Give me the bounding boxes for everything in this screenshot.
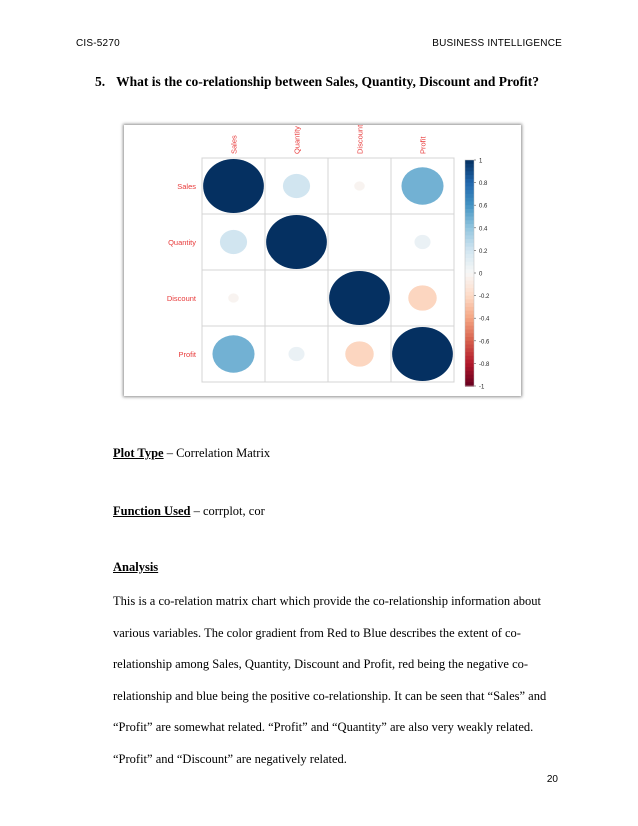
colorbar-segment [465, 213, 474, 217]
colorbar-segment [465, 348, 474, 352]
function-used-line [113, 504, 265, 519]
header-course-code: CIS-5270 [76, 38, 120, 49]
colorbar-segment [465, 337, 474, 341]
colorbar-segment [465, 292, 474, 296]
colorbar-segment [465, 311, 474, 315]
colorbar-segment [465, 179, 474, 183]
row-label: Sales [177, 182, 196, 191]
correlation-circle [414, 235, 430, 249]
colorbar-tick-label: 0.2 [479, 248, 488, 255]
correlation-circle [392, 327, 453, 381]
colorbar-segment [465, 186, 474, 190]
colorbar-segment [465, 194, 474, 198]
colorbar-segment [465, 345, 474, 349]
colorbar-segment [465, 239, 474, 243]
analysis-heading: Analysis [113, 560, 159, 574]
colorbar-segment [465, 281, 474, 285]
colorbar-tick-label: -0.2 [479, 294, 490, 301]
colorbar-segment [465, 303, 474, 307]
colorbar-segment [465, 314, 474, 318]
colorbar-segment [465, 164, 474, 168]
colorbar-segment [465, 250, 474, 254]
colorbar-tick-label: -0.4 [479, 316, 490, 323]
colorbar-segment [465, 168, 474, 172]
colorbar-segment [465, 360, 474, 364]
colorbar-segment [465, 296, 474, 300]
colorbar-segment [465, 175, 474, 179]
row-label: Discount [166, 294, 196, 303]
function-used-label: Function Used [113, 504, 191, 518]
colorbar-segment [465, 378, 474, 382]
colorbar-tick-label: -0.6 [479, 339, 490, 346]
colorbar-segment [465, 356, 474, 360]
row-label: Quantity [168, 238, 196, 247]
colorbar-segment [465, 190, 474, 194]
header-course-title: BUSINESS INTELLIGENCE [432, 38, 562, 49]
colorbar-segment [465, 183, 474, 187]
colorbar-segment [465, 265, 474, 269]
correlation-circle [203, 159, 264, 213]
colorbar-segment [465, 205, 474, 209]
colorbar-segment [465, 224, 474, 228]
matrix-cell [328, 214, 391, 270]
colorbar-segment [465, 375, 474, 379]
correlation-circle [329, 271, 390, 325]
correlation-circle [408, 285, 436, 310]
correlation-circle [228, 293, 239, 302]
colorbar-segment [465, 198, 474, 202]
row-label: Profit [178, 350, 196, 359]
plot-type-value: – Correlation Matrix [163, 446, 271, 460]
colorbar-segment [465, 326, 474, 330]
colorbar-tick-label: 1 [479, 158, 483, 165]
colorbar-segment [465, 217, 474, 221]
colorbar-segment [465, 171, 474, 175]
colorbar-segment [465, 232, 474, 236]
correlation-circle [354, 181, 365, 190]
colorbar-segment [465, 330, 474, 334]
colorbar-segment [465, 277, 474, 281]
colorbar-segment [465, 352, 474, 356]
colorbar-segment [465, 269, 474, 273]
colorbar-segment [465, 228, 474, 232]
colorbar-segment [465, 371, 474, 375]
correlation-circle [220, 230, 247, 254]
column-label: Profit [418, 136, 428, 154]
colorbar-segment [465, 258, 474, 262]
matrix-cell [265, 270, 328, 326]
correlation-circle [345, 341, 373, 366]
colorbar-segment [465, 333, 474, 337]
colorbar-segment [465, 243, 474, 247]
correlation-chart [124, 125, 521, 396]
colorbar-segment [465, 367, 474, 371]
function-used-value: – corrplot, cor [190, 504, 265, 518]
colorbar-segment [465, 341, 474, 345]
correlation-circle [401, 167, 443, 204]
colorbar-segment [465, 247, 474, 251]
colorbar-segment [465, 284, 474, 288]
question [95, 74, 539, 90]
colorbar-tick-label: -0.8 [479, 361, 490, 368]
colorbar-tick-label: 0.6 [479, 203, 488, 210]
colorbar-tick-label: -1 [479, 384, 485, 391]
question-number: 5. [95, 74, 106, 89]
correlation-circle [288, 347, 304, 361]
column-label: Sales [229, 135, 239, 154]
colorbar-segment [465, 322, 474, 326]
question-text: What is the co-relationship between Sales, Quantity, Discount and Profit? [116, 74, 540, 89]
analysis-paragraph: This is a co-relation matrix chart which provide the co-relationship information about various variables. The color gradient from Red to Blue describes the extent of co-relationship among Sales, Quantity, Discount and Profit, red being the negative co-relationship and blue being the positive co-relationship. It can be seen that “Sales” and “Profit” are somewhat related. “Profit” and “Quantity” are also very weakly related. “Profit” and “Discount” are negatively related. [113, 594, 547, 766]
colorbar-segment [465, 318, 474, 322]
colorbar-segment [465, 201, 474, 205]
plot-type-line [113, 446, 270, 461]
colorbar-segment [465, 299, 474, 303]
colorbar-segment [465, 273, 474, 277]
correlation-chart-figure [124, 125, 521, 396]
colorbar-segment [465, 160, 474, 164]
colorbar-segment [465, 209, 474, 213]
colorbar-segment [465, 220, 474, 224]
colorbar-segment [465, 307, 474, 311]
colorbar-tick-label: 0 [479, 271, 483, 278]
plot-type-label: Plot Type [113, 446, 164, 460]
colorbar-segment [465, 254, 474, 258]
correlation-circle [283, 174, 310, 198]
colorbar-segment [465, 363, 474, 367]
colorbar-segment [465, 288, 474, 292]
column-label: Discount [355, 125, 365, 154]
colorbar-tick-label: 0.8 [479, 181, 488, 188]
colorbar-segment [465, 235, 474, 239]
correlation-circle [266, 215, 327, 269]
correlation-circle [212, 335, 254, 372]
column-label: Quantity [292, 126, 302, 154]
colorbar-tick-label: 0.4 [479, 226, 488, 233]
page-number: 20 [546, 774, 558, 785]
colorbar-segment [465, 262, 474, 266]
